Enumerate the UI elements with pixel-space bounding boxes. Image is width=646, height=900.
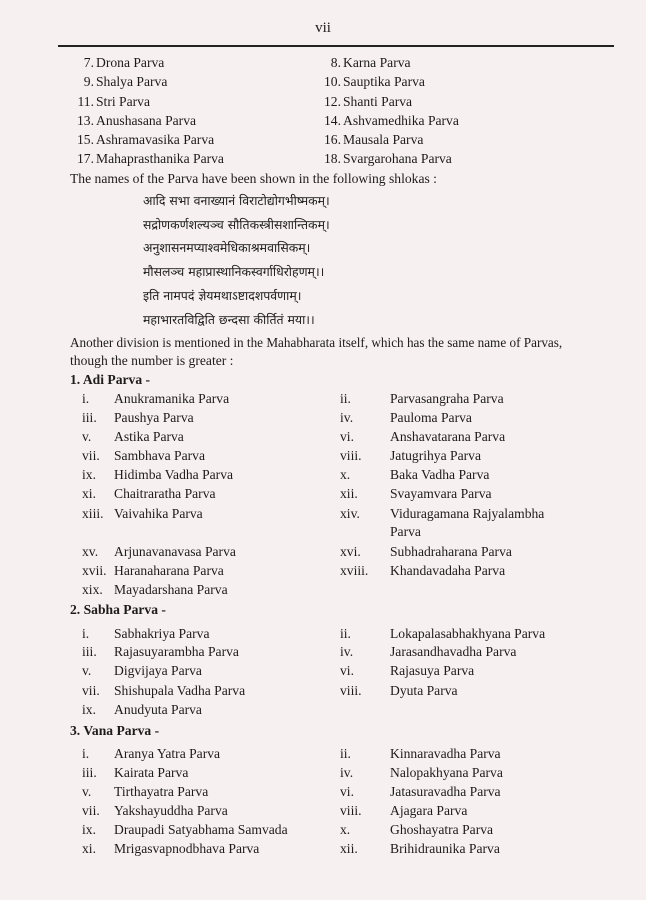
list-number: 10. (324, 74, 341, 89)
item-name: Ajagara Parva (390, 803, 468, 818)
item-name: Arjunavanavasa Parva (114, 544, 236, 559)
list-item: Mahaprasthanika Parva (96, 151, 224, 166)
list-item: Ashvamedhika Parva (343, 113, 459, 128)
item-name: Sabhakriya Parva (114, 626, 210, 641)
item-name: Dyuta Parva (390, 683, 458, 698)
list-item: Mausala Parva (343, 132, 424, 147)
item-name: Viduragamana Rajyalambha (390, 506, 545, 521)
item-name: Draupadi Satyabhama Samvada (114, 822, 288, 837)
list-item: Sauptika Parva (343, 74, 425, 89)
list-number: 8. (330, 55, 341, 70)
item-name: Subhadraharana Parva (390, 544, 512, 559)
section-heading: 1. Adi Parva - (70, 372, 151, 387)
item-name: Vaivahika Parva (114, 506, 203, 521)
item-numeral: i. (82, 746, 90, 761)
item-name: Rajasuya Parva (390, 663, 475, 678)
item-name: Yakshayuddha Parva (114, 803, 228, 818)
item-name: Hidimba Vadha Parva (114, 467, 234, 482)
list-item: Svargarohana Parva (343, 151, 452, 166)
item-name: Kairata Parva (114, 765, 189, 780)
header-rule (58, 45, 614, 47)
item-name: Kinnaravadha Parva (390, 746, 501, 761)
list-number: 14. (324, 113, 341, 128)
shloka-line: आदि सभा वनाख्यानं विराटोद्योगभीष्मकम्। (143, 193, 330, 208)
item-name: Anukramanika Parva (114, 391, 230, 406)
item-numeral: vi. (340, 784, 354, 799)
item-numeral: xiv. (340, 506, 360, 521)
item-numeral: xix. (82, 582, 103, 597)
item-numeral: vi. (340, 663, 354, 678)
item-numeral: viii. (340, 683, 362, 698)
item-name: Khandavadaha Parva (390, 563, 506, 578)
item-numeral: xv. (82, 544, 99, 559)
item-name: Anudyuta Parva (114, 702, 202, 717)
shloka-line: इति नामपदं ज्ञेयमथाऽष्टादशपर्वणाम्। (143, 288, 302, 303)
list-number: 15. (77, 132, 94, 147)
item-numeral: xi. (82, 486, 96, 501)
item-name: Parvasangraha Parva (390, 391, 504, 406)
shloka-line: सद्रोणकर्णशल्यञ्च सौतिकस्त्रीसशान्तिकम्। (143, 217, 330, 232)
item-numeral: vii. (82, 448, 100, 463)
item-name: Pauloma Parva (390, 410, 472, 425)
item-numeral: xi. (82, 841, 96, 856)
item-name: Svayamvara Parva (390, 486, 492, 501)
item-name: Shishupala Vadha Parva (114, 683, 246, 698)
item-numeral: iv. (340, 410, 354, 425)
list-number: 17. (77, 151, 94, 166)
item-numeral: i. (82, 626, 90, 641)
item-name: Brihidraunika Parva (390, 841, 500, 856)
list-number: 11. (77, 94, 94, 109)
item-numeral: v. (82, 784, 92, 799)
item-name: Haranaharana Parva (114, 563, 224, 578)
list-item: Karna Parva (343, 55, 411, 70)
division-intro-line-1: Another division is mentioned in the Mahabharata itself, which has the same name of Parvas, (70, 335, 563, 350)
item-numeral: i. (82, 391, 90, 406)
item-name: Jatasuravadha Parva (390, 784, 501, 799)
item-numeral: ii. (340, 391, 351, 406)
item-numeral: x. (340, 822, 351, 837)
section-heading: 2. Sabha Parva - (70, 602, 166, 617)
page-number: vii (315, 20, 331, 36)
item-numeral: ii. (340, 626, 351, 641)
list-number: 18. (324, 151, 341, 166)
item-name: Jatugrihya Parva (390, 448, 481, 463)
item-name: Chaitraratha Parva (114, 486, 216, 501)
item-numeral: iii. (82, 644, 97, 659)
item-numeral: ix. (82, 702, 96, 717)
shloka-intro: The names of the Parva have been shown in the following shlokas : (70, 171, 437, 186)
list-item: Anushasana Parva (96, 113, 197, 128)
item-numeral: viii. (340, 448, 362, 463)
item-name: Nalopakhyana Parva (390, 765, 503, 780)
item-numeral: ii. (340, 746, 351, 761)
list-number: 13. (77, 113, 94, 128)
item-name: Jarasandhavadha Parva (390, 644, 517, 659)
item-name: Astika Parva (114, 429, 184, 444)
item-numeral: vi. (340, 429, 354, 444)
item-name: Lokapalasabhakhyana Parva (390, 626, 546, 641)
shloka-line: मौसलञ्च महाप्रास्थानिकस्वर्गाधिरोहणम्।। (143, 264, 325, 279)
item-name: Tirthayatra Parva (114, 784, 209, 799)
list-number: 12. (324, 94, 341, 109)
item-name-continued: Parva (390, 524, 421, 539)
item-numeral: viii. (340, 803, 362, 818)
item-numeral: x. (340, 467, 351, 482)
item-name: Ghoshayatra Parva (390, 822, 494, 837)
item-numeral: iv. (340, 644, 354, 659)
item-name: Mrigasvapnodbhava Parva (114, 841, 260, 856)
shloka-line: महाभारतविद्विति छन्दसा कीर्तितं मया।। (143, 312, 315, 327)
item-numeral: xvi. (340, 544, 361, 559)
list-item: Ashramavasika Parva (96, 132, 215, 147)
item-numeral: xiii. (82, 506, 104, 521)
item-numeral: ix. (82, 467, 96, 482)
item-name: Digvijaya Parva (114, 663, 202, 678)
item-name: Aranya Yatra Parva (114, 746, 221, 761)
list-number: 7. (83, 55, 94, 70)
list-item: Shanti Parva (343, 94, 413, 109)
shloka-line: अनुशासनमप्याश्वमेधिकाश्रमवासिकम्। (143, 240, 311, 255)
item-numeral: xviii. (340, 563, 369, 578)
division-intro-line-2: though the number is greater : (70, 353, 234, 368)
item-name: Baka Vadha Parva (390, 467, 490, 482)
list-number: 9. (83, 74, 94, 89)
item-numeral: xvii. (82, 563, 107, 578)
item-numeral: vii. (82, 803, 100, 818)
item-name: Anshavatarana Parva (390, 429, 506, 444)
item-name: Sambhava Parva (114, 448, 205, 463)
item-numeral: vii. (82, 683, 100, 698)
item-name: Rajasuyarambha Parva (114, 644, 239, 659)
item-numeral: xii. (340, 486, 358, 501)
item-name: Mayadarshana Parva (114, 582, 228, 597)
item-numeral: iv. (340, 765, 354, 780)
item-numeral: v. (82, 663, 92, 678)
item-numeral: ix. (82, 822, 96, 837)
list-item: Drona Parva (96, 55, 165, 70)
list-item: Shalya Parva (96, 74, 168, 89)
list-number: 16. (324, 132, 341, 147)
item-numeral: iii. (82, 410, 97, 425)
item-numeral: v. (82, 429, 92, 444)
section-heading: 3. Vana Parva - (70, 723, 160, 738)
list-item: Stri Parva (96, 94, 150, 109)
item-name: Paushya Parva (114, 410, 194, 425)
item-numeral: iii. (82, 765, 97, 780)
item-numeral: xii. (340, 841, 358, 856)
